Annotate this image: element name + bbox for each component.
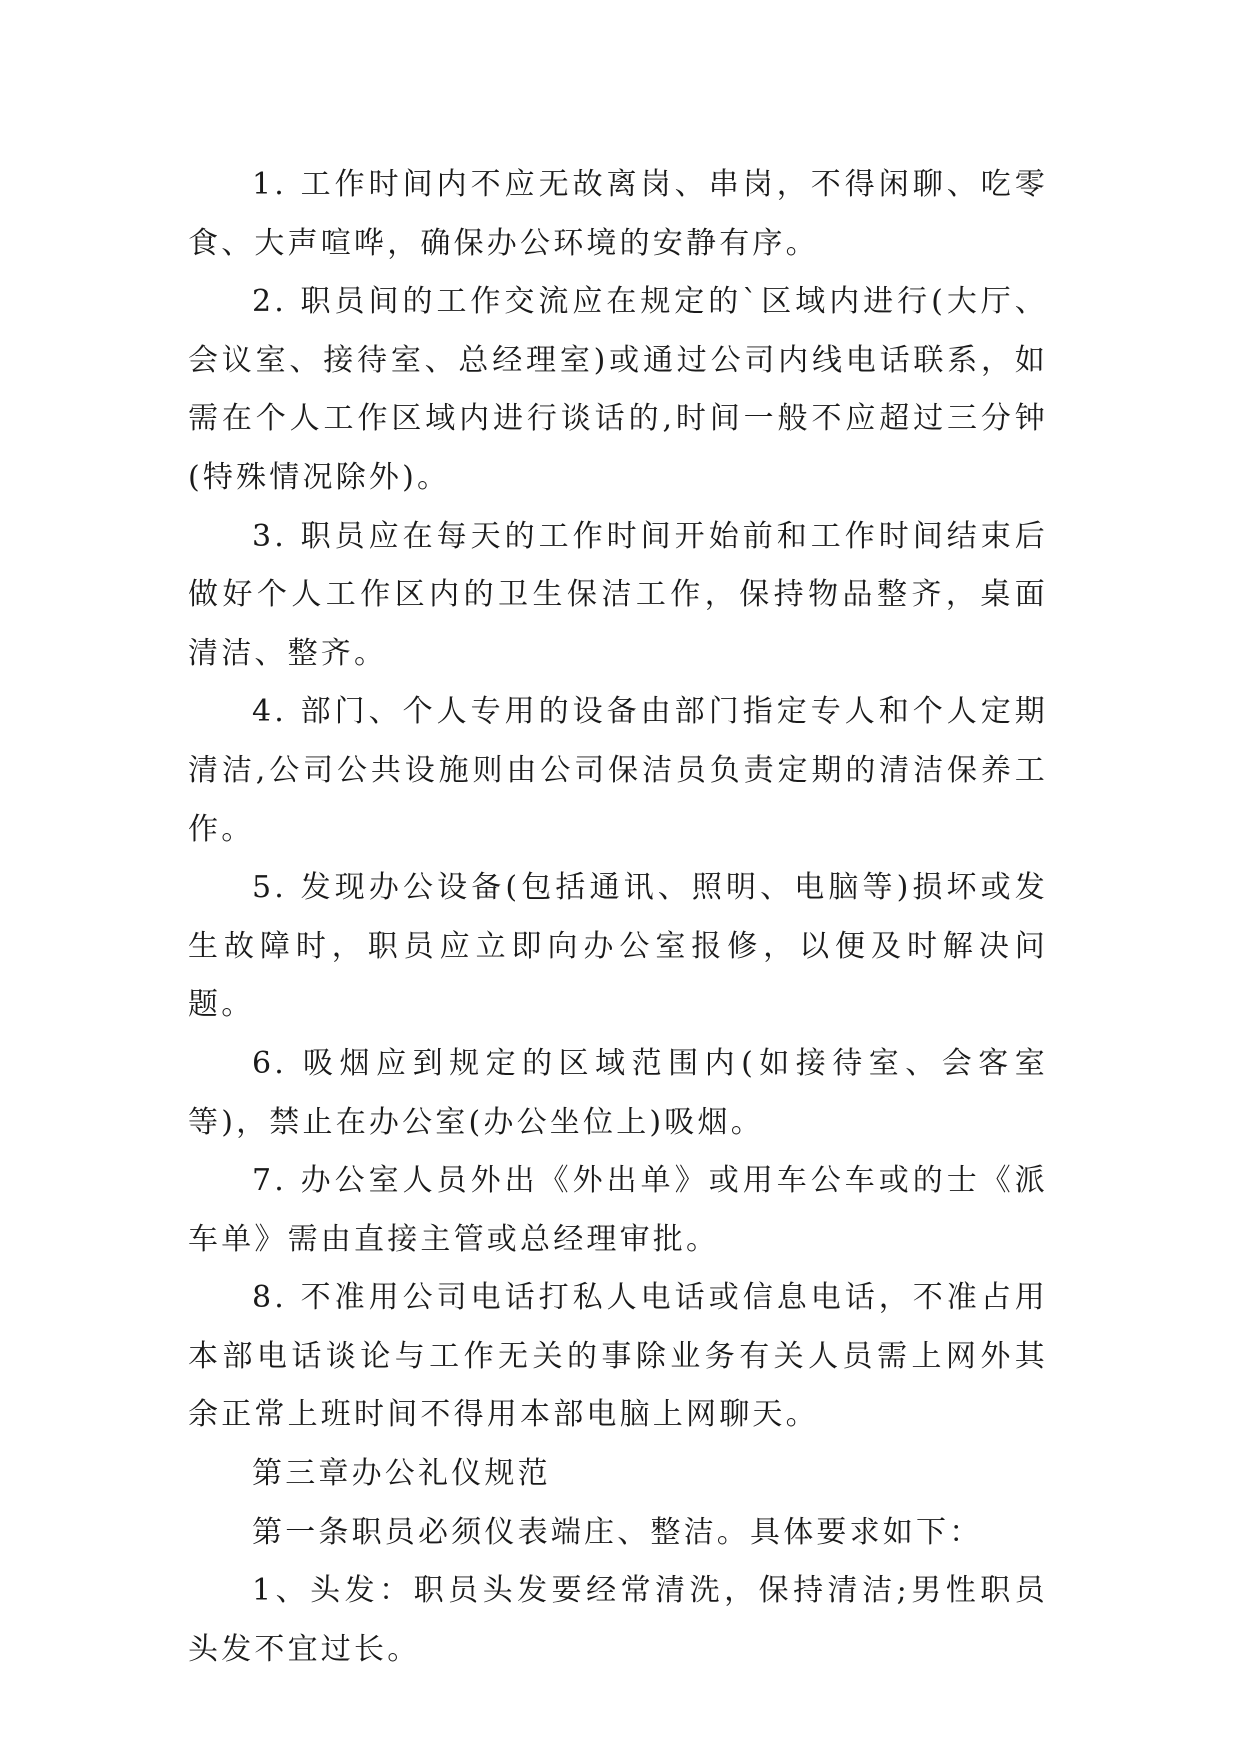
rule-6-paragraph: 6. 吸烟应到规定的区域范围内(如接待室、会客室等)，禁止在办公室(办公坐位上)吸烟。 xyxy=(188,1045,1048,1140)
article-1-paragraph: 第一条职员必须仪表端庄、整洁。具体要求如下： xyxy=(252,1514,983,1550)
rule-5-paragraph: 5. 发现办公设备(包括通讯、照明、电脑等)损坏或发生故障时，职员应立即向办公室报修，以便及时解决问题。 xyxy=(188,870,1048,1023)
rule-3-paragraph: 3. 职员应在每天的工作时间开始前和工作时间结束后做好个人工作区内的卫生保洁工作，保持物品整齐，桌面清洁、整齐。 xyxy=(188,518,1048,671)
hair-requirement-paragraph: 1、头发：职员头发要经常清洗，保持清洁;男性职员头发不宜过长。 xyxy=(188,1573,1048,1667)
rule-1-paragraph: 1. 工作时间内不应无故离岗、串岗，不得闲聊、吃零食、大声喧哗，确保办公环境的安静有序。 xyxy=(188,167,1048,261)
rule-4-paragraph: 4. 部门、个人专用的设备由部门指定专人和个人定期清洁,公司公共设施则由公司保洁员负责定期的清洁保养工作。 xyxy=(188,694,1048,847)
rule-8-paragraph: 8. 不准用公司电话打私人电话或信息电话，不准占用本部电话谈论与工作无关的事除业务有关人员需上网外其余正常上班时间不得用本部电脑上网聊天。 xyxy=(188,1280,1048,1433)
rule-7-paragraph: 7. 办公室人员外出《外出单》或用车公车或的士《派车单》需由直接主管或总经理审批。 xyxy=(188,1163,1048,1257)
chapter-3-heading: 第三章办公礼仪规范 xyxy=(252,1456,551,1492)
rule-2-paragraph: 2. 职员间的工作交流应在规定的`区域内进行(大厅、会议室、接待室、总经理室)或通过公司内线电话联系，如需在个人工作区域内进行谈话的,时间一般不应超过三分钟(特殊情况除外)。 xyxy=(188,284,1048,495)
document-body xyxy=(188,156,1048,1679)
